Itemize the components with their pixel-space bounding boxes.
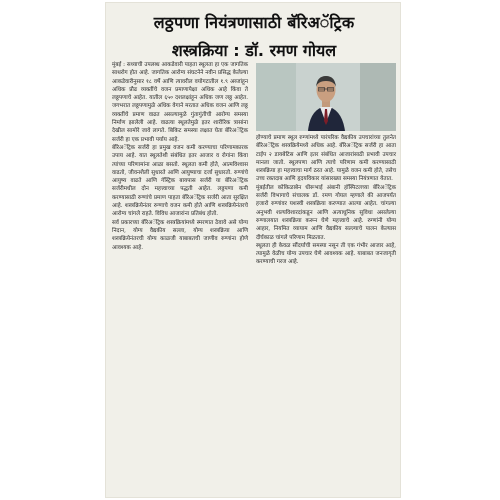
portrait-image xyxy=(256,63,396,131)
article-column-left: मुंबई : सध्याची उपलब्ध आकडेवारी पाहता स्थूलता हा एक जागतिक साथरोग होत आहे. जागतिक आरोग्य संघटनेने नवीन प्रसिद्ध केलेल्या आकडेवारीनुसार १८ वर्षे आणि त्यावरील वयोगटातील १.९ अब्जांहून अधिक प्रौढ व्यक्तींचे वजन प्रमाणापेक्षा अधिक आहे किंवा ते लठ्ठपणाचे आहेत. यातील ६५० दशलक्षांहून अधिक जण लठ्ठ आहेत. जगभरात लठ्ठपणामुळे अधिक वेगाने मरतात अधिक वजन आणि लठ्ठ व्यक्तींचे प्रमाण वाढत असल्यामुळे गुंतागुंतीची आरोग्य समस्या निर्माण झालेली आहे. वाढत्या स्थूलतेमुळे इतर शारीरिक त्रासांना देखील सामोरे जावे लागते. बिकिट समस्या लक्षात घेता बॅरिअॅट्रिक सर्जरी हा एक प्रभावी पर्याय आहे. बॅरिअॅट्रिक सर्जरी हा प्रमुख वजन कमी करण्याचा परिणामकारक उपाय आहे. यात स्थूलतेशी संबंधित इतर आजार व रोगांना किंवा त्यांच्या परिणामांना आळा बसतो. स्थूलता कमी होते, आत्मविश्वास वाढतो, जीवनशैली सुधारते आणि आयुष्याचा दर्जा सुधारतो. रुग्णांचे आयुष्य वाढते आणि गॅस्ट्रिक बायपास सर्जरी या बॅरिअॅट्रिक सर्जरीमधील दोन महत्त्वाच्या पद्धती आहेत. लठ्ठपणा कमी करण्यासाठी रुग्णांचे प्रमाण पाहता बॅरिअॅट्रिक सर्जरी आता सुरक्षित आहे. शस्त्रक्रियेनंतर रुग्णाचे वजन कमी होते आणि शस्त्रक्रियेनंतरचे आरोग्य चांगले राहते. विविध आजारांना प्रतिबंध होतो. सर्व प्रकारच्या बॅरिअॅट्रिक शस्त्रक्रियांमध्ये स्मरणात ठेवावे असे योग्य निदान, योग्य वैद्यकीय सल्ला, योग्य शस्त्रक्रिया आणि शस्त्रक्रियेनंतरची योग्य काळजी याबाबतची जाणीव रुग्णांना होणे आवश्यक आहे. xyxy=(112,62,248,251)
article-column-right: होण्याचे प्रमाण स्थूल रुग्णांमध्ये पारंपरिक वैद्यकीय उपचारांच्या तुलनेत बॅरिअॅट्रिक शस्त्रक्रियेमध्ये अधिक आहे. बॅरिअॅट्रिक सर्जरी हा आता टाईप २ डायबेटिस आणि इतर संबंधित आजारांसाठी प्रभावी उपचार मानला जातो. स्थूलपणा आणि त्याचे परिणाम कमी करण्यासाठी शस्त्रक्रिया हा महत्त्वाचा मार्ग ठरत आहे. यामुळे वजन कमी होते, तसेच उच्च रक्तदाब आणि हृदयविकार यांसारख्या समस्या नियंत्रणात येतात. मुंबईतील कोकिळाबेन धीरूभाई अंबानी हॉस्पिटलच्या बॅरिअॅट्रिक सर्जरी विभागाचे संचालक डॉ. रमण गोयल म्हणाले की आजपर्यंत हजारो रुग्णांवर यशस्वी शस्त्रक्रिया करण्यात आल्या आहेत. चांगल्या अनुभवी शल्यविशारदांकडून आणि अत्याधुनिक सुविधा असलेल्या रुग्णालयात शस्त्रक्रिया करून घेणे महत्त्वाचे आहे. रुग्णांनी योग्य आहार, नियमित व्यायाम आणि वैद्यकीय सल्ल्याचे पालन केल्यास दीर्घकाळ चांगले परिणाम मिळतात. स्थूलता ही केवळ सौंदर्याची समस्या नसून ती एक गंभीर आजार आहे, त्यामुळे वेळीच योग्य उपचार घेणे आवश्यक आहे. याबाबत जनजागृती करण्याची गरज आहे. xyxy=(256,135,396,266)
author-photo xyxy=(256,63,396,131)
headline-line-2: शस्त्रक्रिया : डॉ. रमण गोयल xyxy=(171,41,337,60)
news-clipping xyxy=(105,2,401,498)
headline-line-1: लठ्ठपणा नियंत्रणासाठी बॅरिअॅट्रिक xyxy=(153,13,355,32)
